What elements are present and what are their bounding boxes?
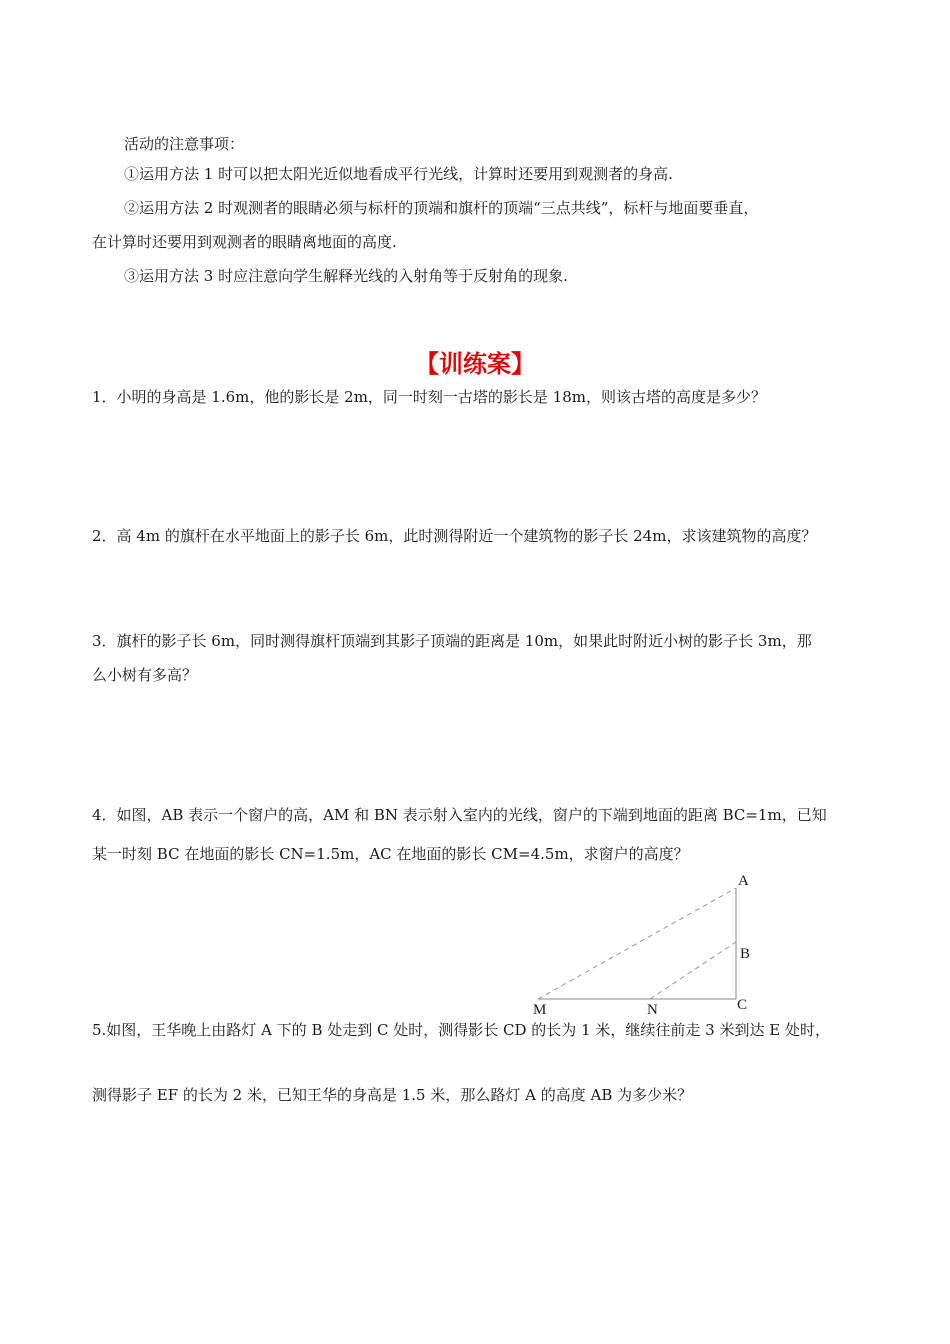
problem-4-line-1: 4．如图，AB 表示一个窗户的高，AM 和 BN 表示射入室内的光线，窗户的下端到地面的距离 BC=1m，已知 xyxy=(92,806,827,824)
label-a: A xyxy=(738,873,749,889)
ray-bn xyxy=(650,942,736,999)
note-item-2-line-1: ②运用方法 2 时观测者的眼睛必须与标杆的顶端和旗杆的顶端“三点共线”，标杆与地面要垂直， xyxy=(124,199,759,217)
problem-1: 1．小明的身高是 1.6m，他的影长是 2m，同一时刻一古塔的影长是 18m，则该古塔的高度是多少？ xyxy=(92,388,767,406)
problem-3-line-1: 3．旗杆的影子长 6m，同时测得旗杆顶端到其影子顶端的距离是 10m，如果此时附近小树的影子长 3m，那 xyxy=(92,632,812,650)
label-n: N xyxy=(647,1002,658,1018)
problem-5-line-1: 5.如图，王华晚上由路灯 A 下的 B 处走到 C 处时，测得影长 CD 的长为 1 米，继续往前走 3 米到达 E 处时， xyxy=(92,1021,830,1039)
note-item-3: ③运用方法 3 时应注意向学生解释光线的入射角等于反射角的现象. xyxy=(124,267,568,285)
problem-5-line-2: 测得影子 EF 的长为 2 米，已知王华的身高是 1.5 米，那么路灯 A 的高度 AB 为多少米？ xyxy=(92,1086,693,1104)
ray-am xyxy=(538,888,736,999)
note-item-2-line-2: 在计算时还要用到观测者的眼睛离地面的高度. xyxy=(92,233,397,251)
window-light-figure xyxy=(520,868,770,1028)
section-title: 【训练案】 xyxy=(415,350,535,378)
notes-heading: 活动的注意事项： xyxy=(124,135,245,153)
label-m: M xyxy=(533,1002,547,1018)
note-item-1: ①运用方法 1 时可以把太阳光近似地看成平行光线，计算时还要用到观测者的身高. xyxy=(124,165,673,183)
problem-2: 2．高 4m 的旗杆在水平地面上的影子长 6m，此时测得附近一个建筑物的影子长 24m，求该建筑物的高度？ xyxy=(92,527,817,545)
problem-3-line-2: 么小树有多高？ xyxy=(92,666,198,684)
problem-4-line-2: 某一时刻 BC 在地面的影长 CN=1.5m，AC 在地面的影长 CM=4.5m，求窗户的高度？ xyxy=(92,845,689,863)
label-b: B xyxy=(740,946,751,962)
label-c: C xyxy=(737,997,748,1013)
